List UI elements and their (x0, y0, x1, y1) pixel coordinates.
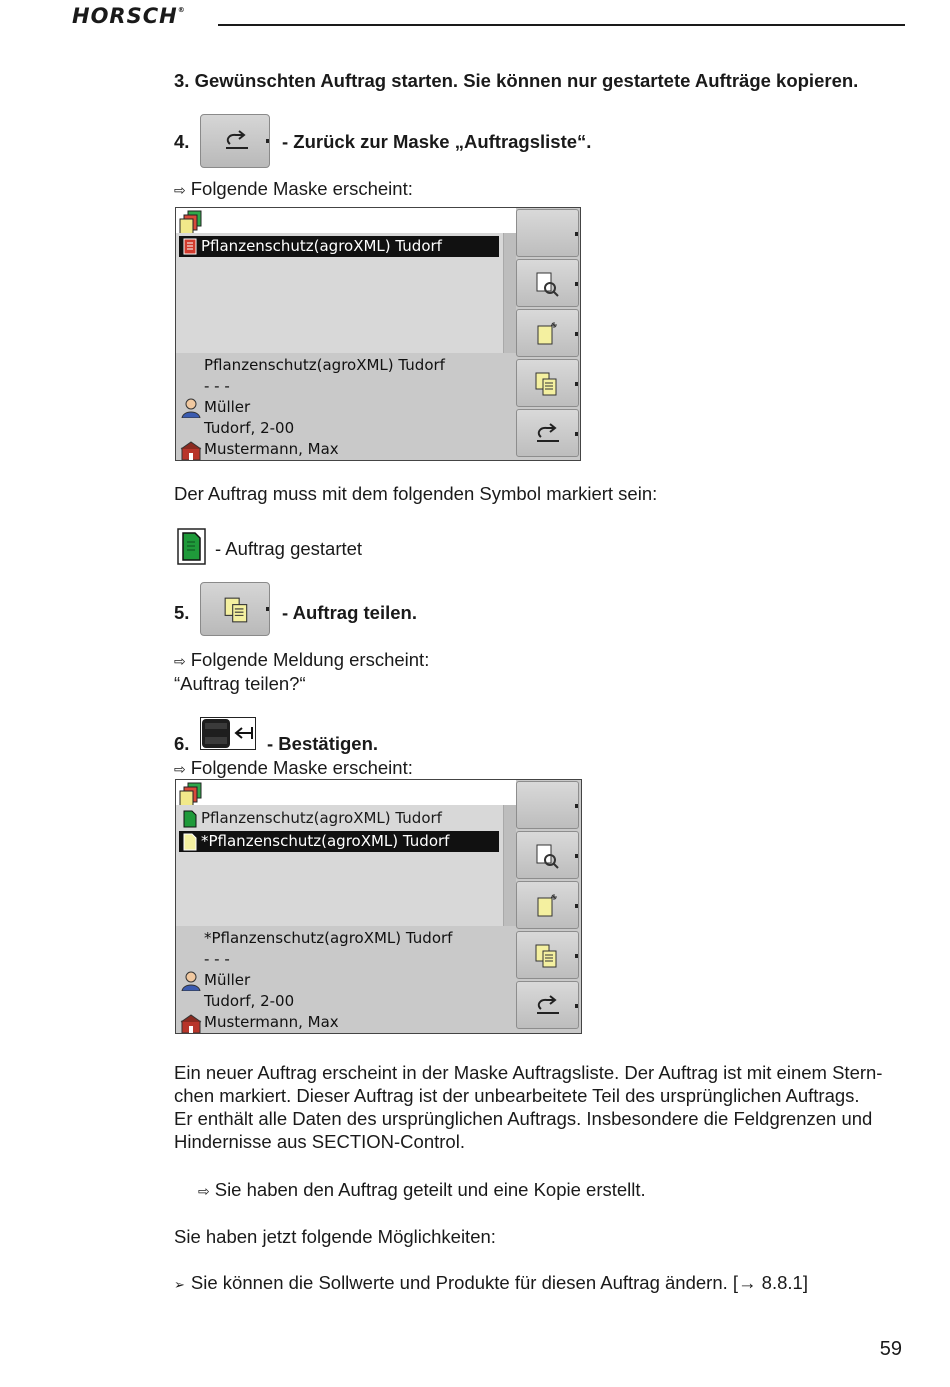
detail-customer: Mustermann, Max (204, 440, 339, 458)
softkey-split-order[interactable] (516, 359, 579, 407)
back-icon (534, 993, 562, 1019)
copy-documents-icon (223, 596, 251, 624)
softkey-empty[interactable] (516, 781, 579, 829)
result-arrow-icon: ⇨ (174, 761, 186, 777)
back-icon (223, 128, 251, 154)
step-6-text: - Bestätigen. (267, 733, 379, 754)
option-1: ➢ Sie können die Sollwerte und Produkte für diesen Auftrag ändern. [→ 8.8.1] (174, 1272, 808, 1293)
result-arrow-icon: ⇨ (174, 182, 186, 198)
document-magnifier-icon (534, 843, 560, 869)
customer-farm-icon (180, 1014, 202, 1034)
detail-order-name: *Pflanzenschutz(agroXML) Tudorf (204, 929, 453, 947)
paragraph-line-3: Er enthält alle Daten des ursprünglichen Auftrags. Insbesondere die Feldgrenzen und (174, 1108, 873, 1129)
step-5-text: - Auftrag teilen. (282, 602, 417, 623)
softkey-back[interactable] (516, 409, 579, 457)
step-4-text: - Zurück zur Maske „Auftragsliste“. (282, 131, 592, 152)
header-rule (218, 24, 905, 26)
detail-placeholder: - - - (204, 377, 230, 395)
softkey-details[interactable] (516, 831, 579, 879)
marked-note: Der Auftrag muss mit dem folgenden Symbol markiert sein: (174, 483, 658, 504)
options-intro: Sie haben jetzt folgende Möglichkeiten: (174, 1226, 496, 1247)
terminal-screen-order-list-split (175, 779, 582, 1034)
page-number: 59 (879, 1338, 902, 1360)
result-1: ⇨ Folgende Maske erscheint: (174, 178, 413, 199)
detail-field: Tudorf, 2-00 (204, 992, 295, 1010)
started-label: - Auftrag gestartet (215, 538, 363, 559)
softkey-split-order[interactable] (516, 931, 579, 979)
result-arrow-icon: ⇨ (174, 653, 186, 669)
step-5-number: 5. (174, 602, 190, 623)
back-icon (534, 421, 562, 447)
step-4-number: 4. (174, 131, 190, 152)
paragraph-line-1: Ein neuer Auftrag erscheint in der Maske Auftragsliste. Der Auftrag ist mit einem Stern- (174, 1062, 883, 1083)
customer-farm-icon (180, 441, 202, 461)
order-row-selected[interactable]: *Pflanzenschutz(agroXML) Tudorf (179, 831, 499, 852)
order-paused-icon (179, 236, 201, 257)
copy-documents-icon (534, 371, 560, 397)
result-2: ⇨ Folgende Meldung erscheint: (174, 649, 430, 670)
new-document-icon (534, 321, 560, 347)
order-started-icon (177, 528, 206, 565)
softkey-new-order[interactable] (516, 881, 579, 929)
detail-worker: Müller (204, 971, 251, 989)
softkey-new-order[interactable] (516, 309, 579, 357)
terminal-screen-order-list (175, 207, 581, 461)
order-started-icon (179, 808, 201, 829)
detail-customer: Mustermann, Max (204, 1013, 339, 1031)
softkey-back[interactable] (516, 981, 579, 1029)
paragraph-line-4: Hindernisse aus SECTION-Control. (174, 1131, 465, 1152)
softkey-empty[interactable] (516, 209, 579, 257)
bullet-arrow-icon: ➢ (174, 1277, 185, 1292)
paragraph-line-2: chen markiert. Dieser Auftrag ist der unbearbeitete Teil des ursprünglichen Auftrags. (174, 1085, 860, 1106)
softkey-details[interactable] (516, 259, 579, 307)
result-final: ⇨ Sie haben den Auftrag geteilt und eine Kopie erstellt. (198, 1179, 646, 1200)
detail-order-name: Pflanzenschutz(agroXML) Tudorf (204, 356, 445, 374)
result-3: ⇨ Folgende Maske erscheint: (174, 757, 413, 778)
order-row[interactable]: Pflanzenschutz(agroXML) Tudorf (179, 808, 499, 829)
order-row-selected[interactable]: Pflanzenschutz(agroXML) Tudorf (179, 236, 499, 257)
document-magnifier-icon (534, 271, 560, 297)
detail-worker: Müller (204, 398, 251, 416)
step-3: 3. Gewünschten Auftrag starten. Sie können nur gestartete Aufträge kopieren. (174, 70, 859, 91)
split-order-softkey (200, 582, 270, 636)
step-6-number: 6. (174, 733, 190, 754)
new-document-icon (534, 893, 560, 919)
back-softkey (200, 114, 270, 168)
detail-placeholder: - - - (204, 950, 230, 968)
confirm-key-icon (200, 717, 256, 750)
copy-documents-icon (534, 943, 560, 969)
worker-icon (180, 971, 202, 991)
dialog-message: “Auftrag teilen?“ (174, 673, 306, 694)
order-new-icon (179, 831, 201, 852)
brand-logo: HORSCH® (72, 4, 186, 28)
result-arrow-icon: ⇨ (198, 1183, 210, 1199)
detail-field: Tudorf, 2-00 (204, 419, 295, 437)
worker-icon (180, 398, 202, 418)
